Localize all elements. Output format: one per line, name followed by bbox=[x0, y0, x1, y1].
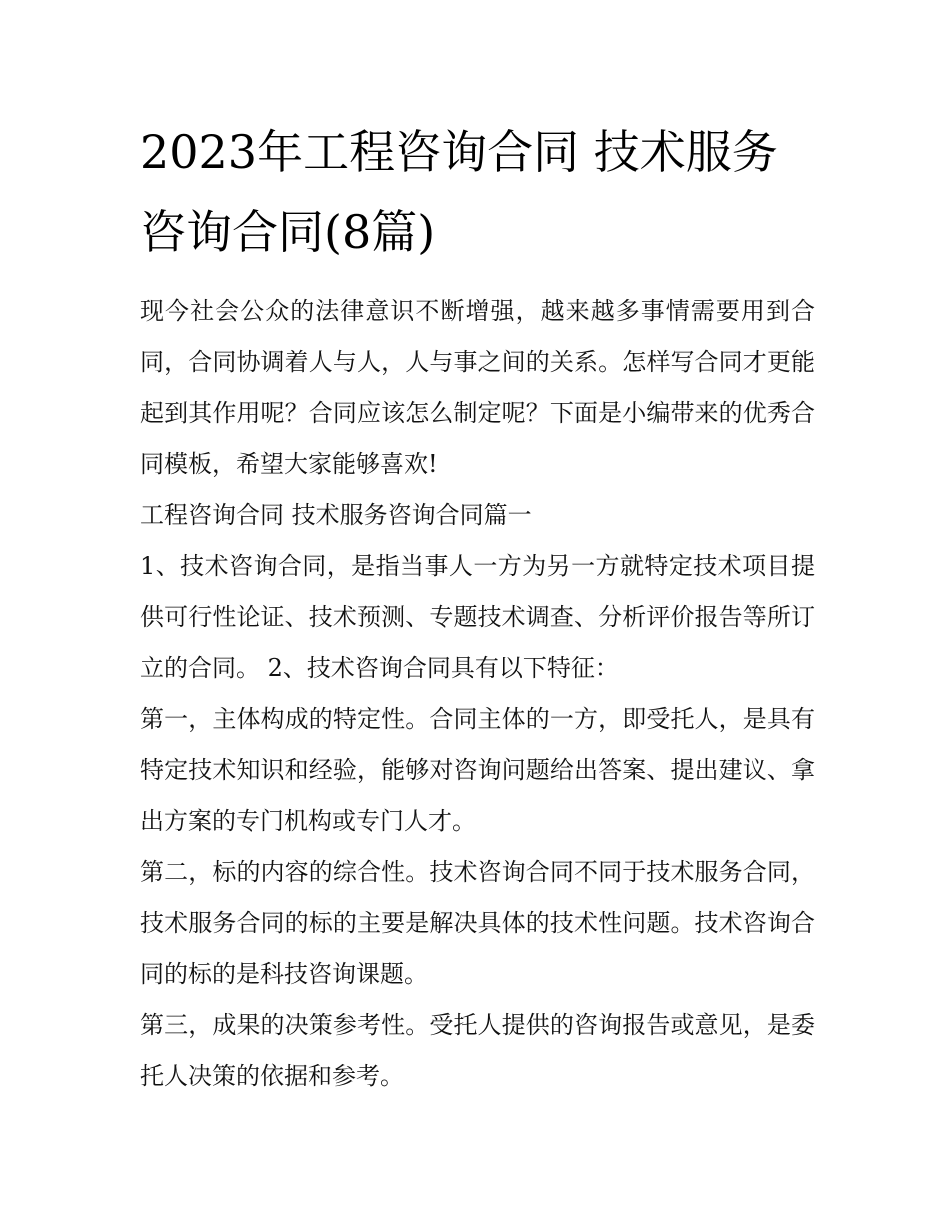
document-page bbox=[140, 112, 815, 1102]
document-title: 2023年工程咨询合同 技术服务咨询合同(8篇) bbox=[140, 125, 778, 259]
intro-paragraph: 现今社会公众的法律意识不断增强，越来越多事情需要用到合同，合同协调着人与人，人与事之间的关系。怎样写合同才更能起到其作用呢？合同应该怎么制定呢？下面是小编带来的优秀合同模板，希望大家能够喜欢! bbox=[140, 297, 815, 478]
definition-paragraph: 1、技术咨询合同，是指当事人一方为另一方就特定技术项目提供可行性论证、技术预测、专题技术调查、分析评价报告等所订立的合同。 2、技术咨询合同具有以下特征： bbox=[140, 552, 815, 682]
feature-three-paragraph: 第三，成果的决策参考性。受托人提供的咨询报告或意见，是委托人决策的依据和参考。 bbox=[140, 1011, 815, 1090]
feature-two-paragraph: 第二，标的内容的综合性。技术咨询合同不同于技术服务合同，技术服务合同的标的主要是解决具体的技术性问题。技术咨询合同的标的是科技咨询课题。 bbox=[140, 858, 815, 988]
section-heading: 工程咨询合同 技术服务咨询合同篇一 bbox=[140, 501, 532, 529]
feature-one-paragraph: 第一，主体构成的特定性。合同主体的一方，即受托人，是具有特定技术知识和经验，能够对咨询问题给出答案、提出建议、拿出方案的专门机构或专门人才。 bbox=[140, 705, 815, 835]
